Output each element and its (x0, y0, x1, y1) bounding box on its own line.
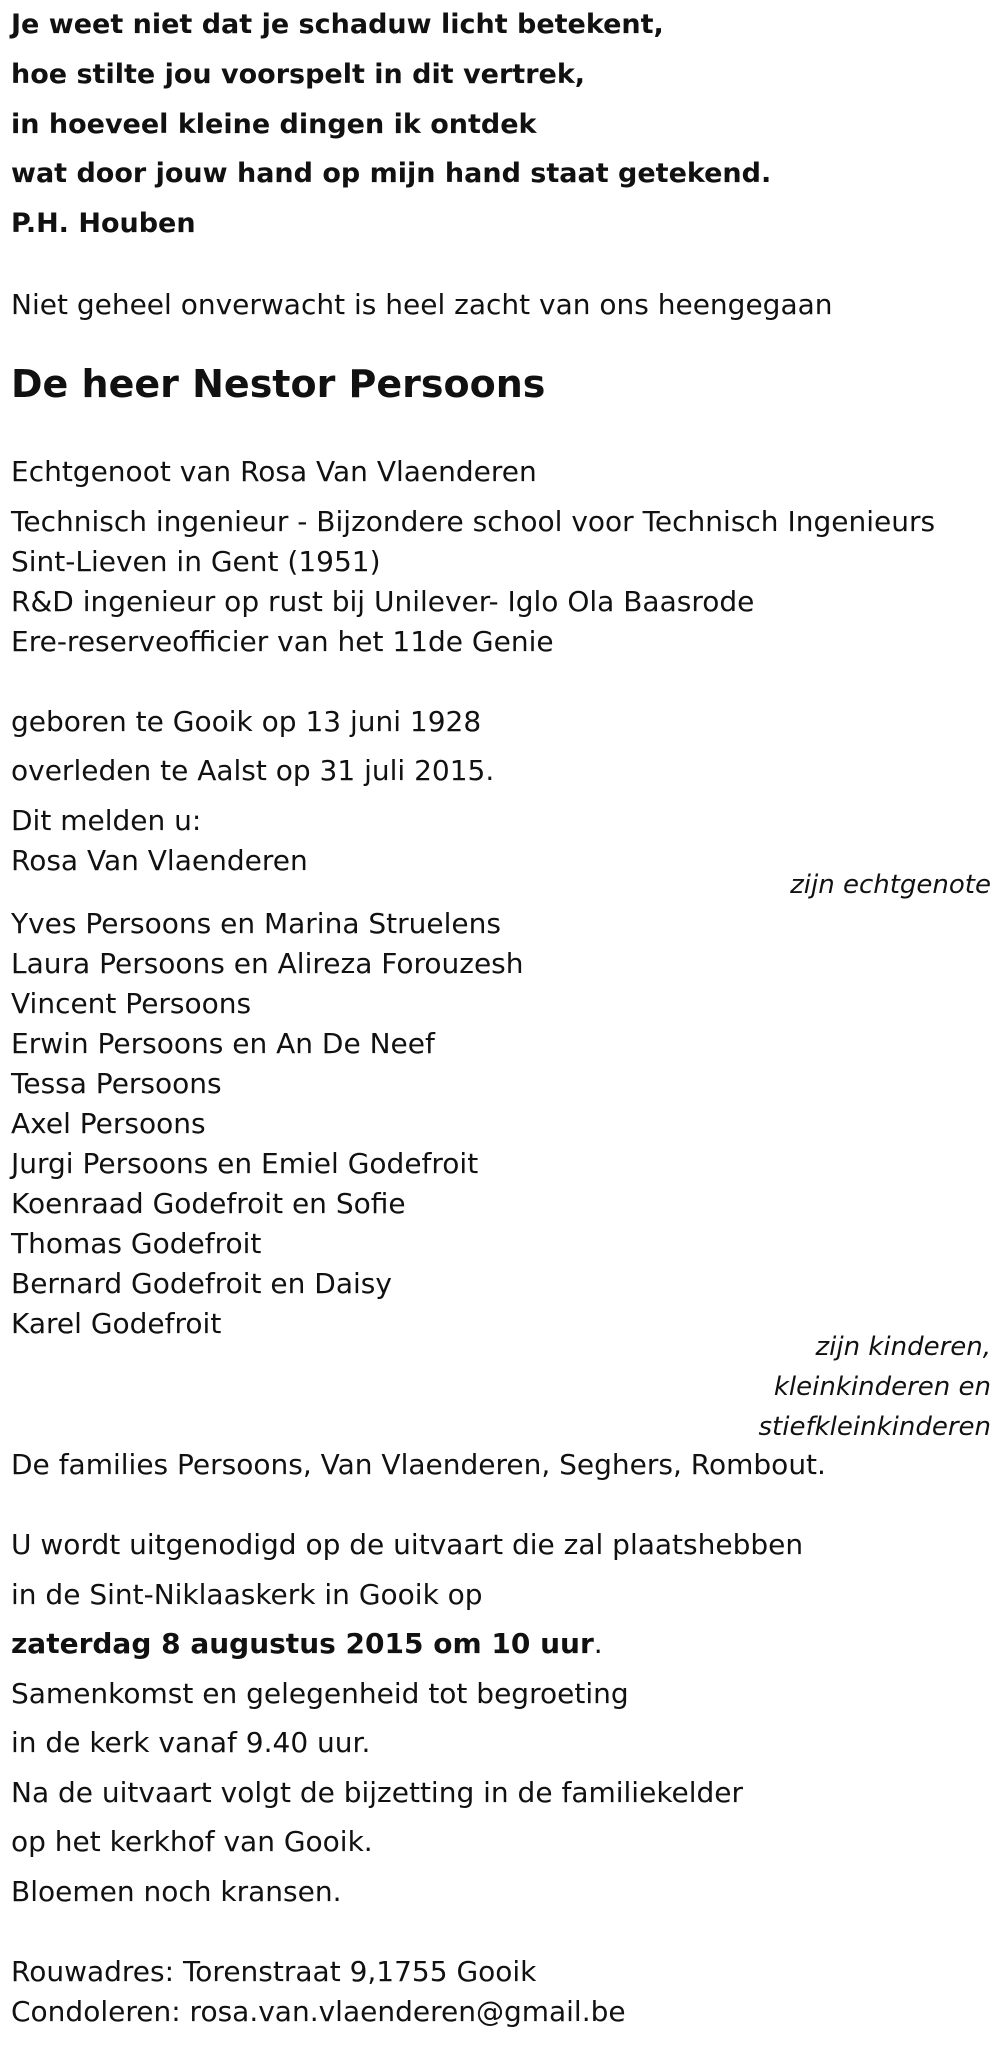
funeral-date (11, 1627, 603, 1661)
burial-line-2: op het kerkhof van Gooik. (11, 1825, 373, 1858)
poem-line-2: hoe stilte jou voorspelt in dit vertrek, (11, 59, 586, 90)
intro-text: Niet geheel onverwacht is heel zacht van ons heengegaan (11, 288, 833, 321)
obituary-page (11, 0, 991, 2048)
child-line: Erwin Persoons en An De Neef (11, 1027, 435, 1060)
deceased-name: De heer Nestor Persoons (11, 362, 546, 406)
child-line: Koenraad Godefroit en Sofie (11, 1187, 406, 1220)
funeral-invite-1: U wordt uitgenodigd op de uitvaart die zal plaatshebben (11, 1528, 804, 1561)
bio-education-2: Sint-Lieven in Gent (1951) (11, 545, 381, 578)
child-line: Yves Persoons en Marina Struelens (11, 907, 501, 940)
condolence-email-link[interactable]: rosa.van.vlaenderen@gmail.be (189, 1995, 626, 2028)
bio-education-1: Technisch ingenieur - Bijzondere school voor Technisch Ingenieurs (11, 505, 936, 538)
spouse-role: zijn echtgenote (790, 870, 991, 900)
condolence-line (11, 1995, 626, 2029)
child-line: Karel Godefroit (11, 1307, 222, 1340)
condolence-label: Condoleren: (11, 1995, 190, 2028)
funeral-date-suffix: . (593, 1627, 603, 1660)
bio-career: R&D ingenieur op rust bij Unilever- Iglo Ola Baasrode (11, 585, 755, 618)
bio-spouse: Echtgenoot van Rosa Van Vlaenderen (11, 455, 537, 488)
families-text: De families Persoons, Van Vlaenderen, Seghers, Rombout. (11, 1448, 826, 1481)
poem-author: P.H. Houben (11, 208, 196, 239)
poem-line-1: Je weet niet dat je schaduw licht betekent, (11, 9, 664, 40)
flowers-note: Bloemen noch kransen. (11, 1875, 342, 1908)
child-line: Tessa Persoons (11, 1067, 222, 1100)
children-role-3: stiefkleinkinderen (758, 1412, 991, 1442)
spouse-name: Rosa Van Vlaenderen (11, 844, 308, 877)
poem-line-3: in hoeveel kleine dingen ik ontdek (11, 109, 537, 140)
birth-date: geboren te Gooik op 13 juni 1928 (11, 705, 482, 738)
children-role-1: zijn kinderen, (815, 1332, 991, 1362)
meeting-line-1: Samenkomst en gelegenheid tot begroeting (11, 1677, 629, 1710)
bio-military: Ere-reserveofficier van het 11de Genie (11, 625, 554, 658)
funeral-invite-2: in de Sint-Niklaaskerk in Gooik op (11, 1578, 483, 1611)
child-line: Axel Persoons (11, 1107, 206, 1140)
address-value: Torenstraat 9,1755 Gooik (182, 1955, 537, 1988)
address-label: Rouwadres: (11, 1955, 183, 1988)
death-date: overleden te Aalst op 31 juli 2015. (11, 754, 495, 787)
funeral-date-bold: zaterdag 8 augustus 2015 om 10 uur (11, 1627, 594, 1660)
child-line: Jurgi Persoons en Emiel Godefroit (11, 1147, 479, 1180)
poem-line-4: wat door jouw hand op mijn hand staat getekend. (11, 158, 772, 189)
child-line: Bernard Godefroit en Daisy (11, 1267, 392, 1300)
child-line: Vincent Persoons (11, 987, 252, 1020)
child-line: Laura Persoons en Alireza Forouzesh (11, 947, 524, 980)
address-line (11, 1955, 536, 1989)
child-line: Thomas Godefroit (11, 1227, 262, 1260)
burial-line-1: Na de uitvaart volgt de bijzetting in de familiekelder (11, 1776, 744, 1809)
meeting-line-2: in de kerk vanaf 9.40 uur. (11, 1726, 371, 1759)
announce-text: Dit melden u: (11, 804, 202, 837)
children-role-2: kleinkinderen en (773, 1372, 991, 1402)
